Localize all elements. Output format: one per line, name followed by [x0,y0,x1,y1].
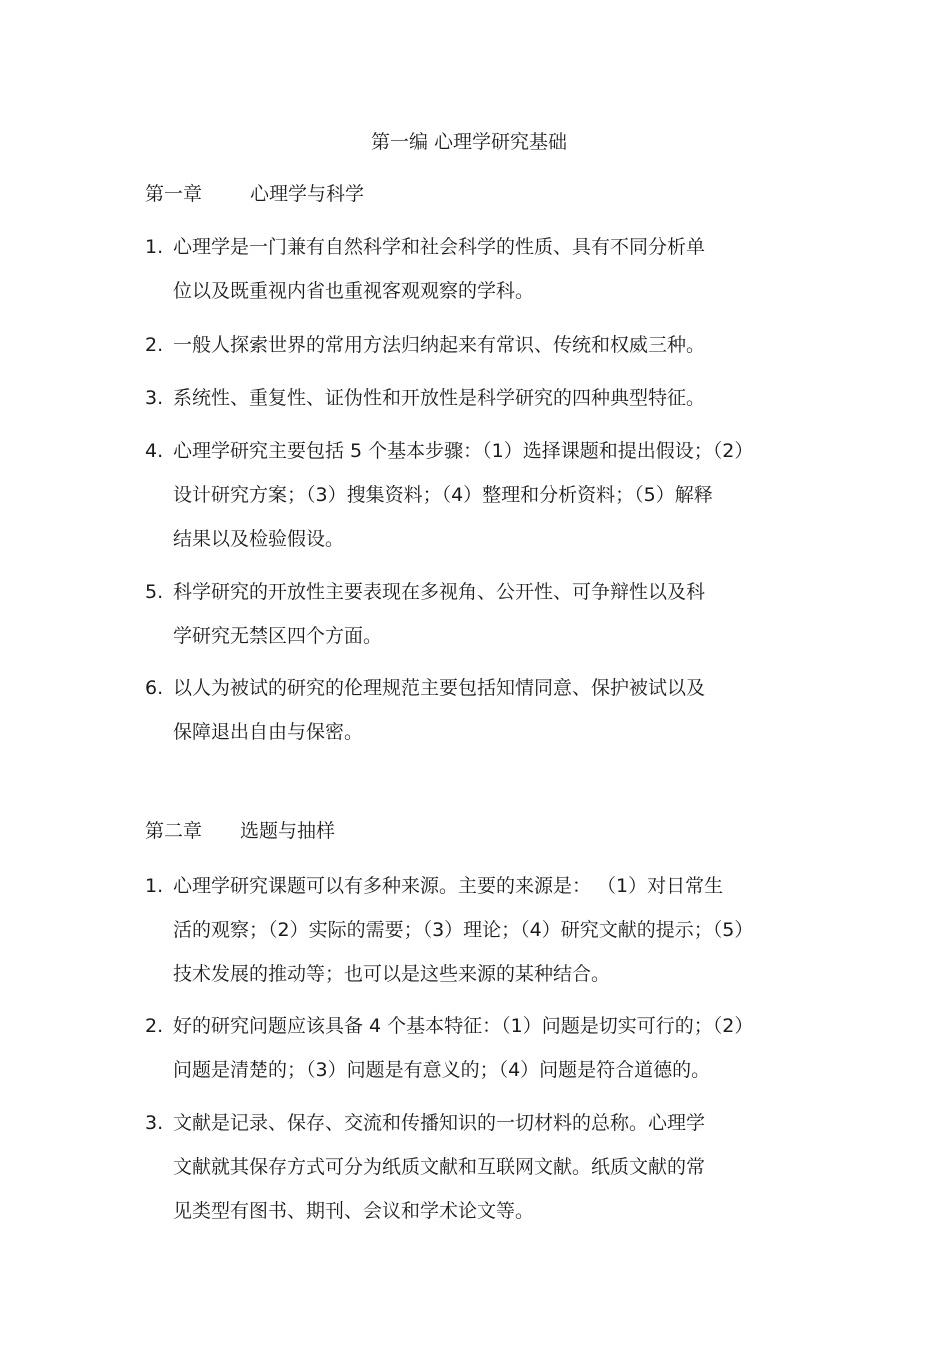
chapter-number: 第二章 [145,820,203,842]
item-number: 6. [145,677,164,699]
item-text: 心理学研究主要包括 5 个基本步骤：（1）选择课题和提出假设；（2） 设计研究方案；（3）搜集资料；（4）整理和分析资料；（5）解释 结果以及检验假设。 [173,440,754,550]
list-item [145,864,810,996]
item-text: 好的研究问题应该具备 4 个基本特征：（1）问题是切实可行的；（2） 问题是清楚的；（3）问题是有意义的；（4）问题是符合道德的。 [173,1015,754,1081]
part-title: 第一编 心理学研究基础 [370,131,568,153]
item-number: 5. [145,581,164,603]
chapter-number: 第一章 [145,183,203,205]
chapter-name: 选题与抽样 [240,820,336,842]
item-number: 4. [145,440,164,462]
item-number: 3. [145,387,164,409]
item-number: 2. [145,334,164,356]
item-number: 3. [145,1112,164,1134]
item-text: 系统性、重复性、证伪性和开放性是科学研究的四种典型特征。 [173,387,706,409]
item-number: 1. [145,236,164,258]
item-text: 心理学是一门兼有自然科学和社会科学的性质、具有不同分析单 位以及既重视内省也重视客观观察的学科。 [173,236,706,302]
list-item [145,429,810,561]
item-text: 文献是记录、保存、交流和传播知识的一切材料的总称。心理学 文献就其保存方式可分为纸质文献和互联网文献。纸质文献的常 见类型有图书、期刊、会议和学术论文等。 [173,1112,706,1222]
list-item [145,1004,810,1092]
item-number: 1. [145,875,164,897]
item-text: 一般人探索世界的常用方法归纳起来有常识、传统和权威三种。 [173,334,706,356]
chapter-heading [145,180,364,208]
item-text: 心理学研究课题可以有多种来源。主要的来源是： （1）对日常生 活的观察；（2）实际的需要；（3）理论；（4）研究文献的提示；（5） 技术发展的推动等；也可以是这些来源的某种结合。 [173,875,754,985]
list-item [145,570,810,658]
item-text: 以人为被试的研究的伦理规范主要包括知情同意、保护被试以及 保障退出自由与保密。 [173,677,706,743]
item-text: 科学研究的开放性主要表现在多视角、公开性、可争辩性以及科 学研究无禁区四个方面。 [173,581,706,647]
list-item [145,323,810,367]
item-number: 2. [145,1015,164,1037]
list-item [145,1101,810,1233]
chapter-heading [145,817,335,845]
list-item [145,376,810,420]
list-item [145,666,810,754]
chapter-name: 心理学与科学 [250,183,365,205]
list-item [145,225,810,313]
